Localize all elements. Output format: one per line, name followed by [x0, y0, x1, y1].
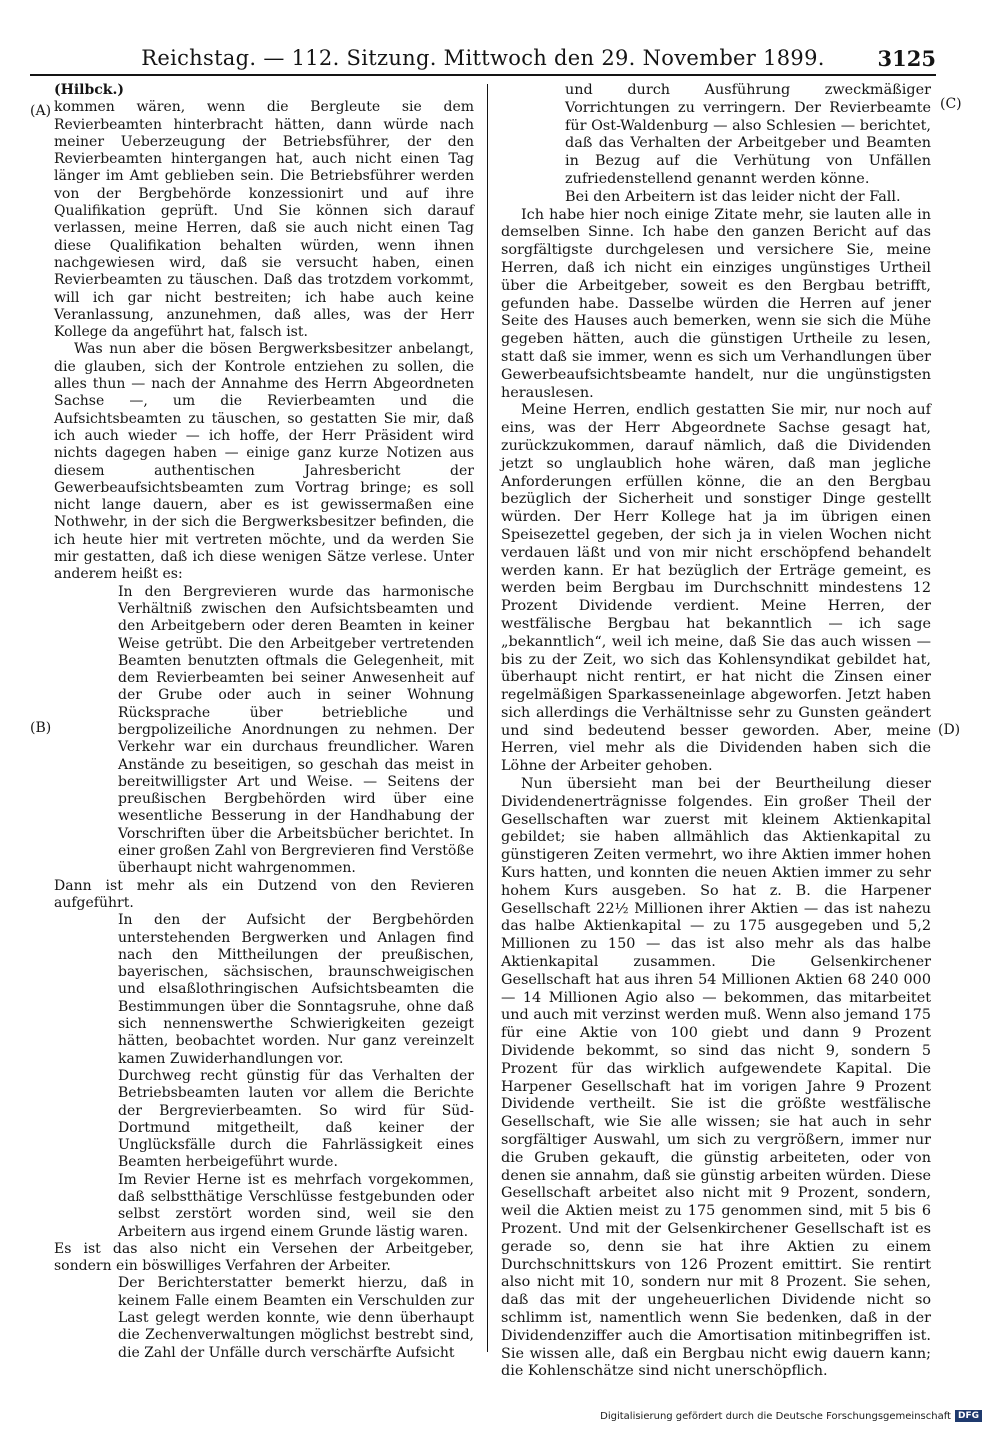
left-column [54, 82, 474, 1362]
paragraph: Es ist das also nicht ein Versehen der Arbeitgeber, sondern ein böswilliges Verfahren der Arbeiter. [54, 1240, 474, 1275]
paragraph: Was nun aber die bösen Bergwerksbesitzer anbelangt, die glauben, sich der Kontrole entziehen zu sollen, die alles thun — nach der Annahme des Herrn Abgeordneten Sachse —, um die Revierbeamten und die Aufsichtsbeamten zu täuschen, so gestatten Sie mir, daß ich auch wieder — ich hoffe, der Herr Präsident wird nichts dagegen haben — einige ganz kurze Notizen aus diesem authentischen Jahresbericht der Gewerbeaufsichtsbeamten zum Vortrag bringe; es soll nicht lange dauern, aber es ist gewissermaßen eine Nothwehr, in der sich die Bergwerksbesitzer befinden, die ich heute hier mit vertreten möchte, und da werden Sie mir gestatten, daß ich diese wenigen Sätze verlese. Unter anderem heißt es: [54, 341, 474, 583]
margin-marker-d: (D) [938, 722, 961, 738]
dfg-logo: DFG [955, 1410, 982, 1422]
quoted-paragraph: Im Revier Herne ist es mehrfach vorgekommen, daß selbstthätige Verschlüsse festgebunden oder selbst zerstört worden sind, weil sie den Arbeitern aus irgend einem Grunde lästig waren. [118, 1171, 474, 1240]
header-title: Reichstag. — 112. Sitzung. Mittwoch den 29. November 1899. [141, 46, 825, 70]
credit-text: Digitalisierung gefördert durch die Deutsche Forschungsgemeinschaft [600, 1410, 951, 1422]
right-column [501, 82, 931, 1381]
paragraph: Nun übersieht man bei der Beurtheilung dieser Dividendenerträgnisse folgendes. Ein großer Theil der Gesellschaften war zuerst mit kleinem Aktienkapital gebildet; sie haben allmählich das Aktienkapital zu günstigeren Zeiten vermehrt, wo ihre Aktien immer hohen Kurs hatten, und konnten die neuen Aktien immer zu sehr hohem Kurs ausgeben. So hat z. B. die Harpener Gesellschaft 22½ Millionen ihrer Aktien — das ist nahezu das halbe Aktienkapital — zu 175 ausgegeben und 5,2 Millionen zu 150 — das ist also mehr als das halbe Aktienkapital zusammen. Die Gelsenkirchener Gesellschaft hat aus ihren 54 Millionen Aktien 68 240 000 — 14 Millionen Agio also — bekommen, das mitarbeitet und auch mit verzinst werden muß. Wenn also jemand 175 für eine Aktie von 100 giebt und dann 9 Prozent Dividende bekommt, so sind das nicht 9, sondern 5 Prozent für das wirklich aufgewendete Kapital. Die Harpener Gesellschaft hat im vorigen Jahre 9 Prozent Dividende vertheilt. Sie ist die größte westfälische Gesellschaft, wie Sie alle wissen; sie hat auch in sehr sorgfältiger Auswahl, um sich zu vergrößern, immer nur die Gruben gekauft, die günstig arbeiteten, oder von denen sie annahm, daß sie günstig arbeiten würden. Diese Gesellschaft arbeitet also nicht mit 9 Prozent, sondern, weil die Aktien meist zu 175 genommen sind, mit 5 bis 6 Prozent. Und mit der Gelsenkirchener Gesellschaft ist es gerade so, denn sie hat ihre Aktien zu einem Durchschnittskurs von 126 Prozent emittirt. Sie rentirt also nicht mit 10, sondern nur mit 8 Prozent. Sie sehen, daß das mit der ungeheuerlichen Dividende nicht so schlimm ist, namentlich wenn Sie bedenken, daß in der Dividendenziffer auch die Amortisation mitinbegriffen ist. Sie wissen alle, daß ein Bergbau nicht ewig dauern kann; die Kohlenschätze sind nicht unerschöpflich. [501, 776, 931, 1380]
quoted-paragraph: Durchweg recht günstig für das Verhalten der Betriebsbeamten lauten vor allem die Berichte der Bergrevierbeamten. So wird für Süd-Dortmund mitgetheilt, daß keiner der Unglücksfälle durch die Fahrlässigkeit eines Beamten herbeigeführt wurde. [118, 1067, 474, 1171]
margin-marker-c: (C) [940, 96, 962, 112]
column-divider [487, 84, 488, 1352]
page-header [30, 44, 936, 76]
paragraph: Ich habe hier noch einige Zitate mehr, sie lauten alle in demselben Sinne. Ich habe den ganzen Bericht auf das sorgfältigste durchgelesen und versichere Sie, meine Herren, daß ich nicht ein einziges ungünstiges Urtheil über die Arbeitgeber, soweit es den Bergbau betrifft, gefunden habe. Dasselbe würden die Herren auf jener Seite des Hauses auch bemerken, wenn sie sich die Mühe gegeben hätten, auch die günstigen Urtheile zu lesen, statt daß sie immer, wenn es sich um Verhandlungen über Gewerbeaufsichtsbeamte handelt, nur die ungünstigsten herauslesen. [501, 206, 931, 401]
paragraph: Meine Herren, endlich gestatten Sie mir, nur noch auf eins, was der Herr Abgeordnete Sachse gesagt hat, zurückzukommen, darauf nämlich, daß die Dividenden jetzt so unglaublich hohe wären, daß man jegliche Anforderungen erfüllen könne, die an den Bergbau bezüglich der Sicherheit und sonstiger Dinge gestellt würden. Der Herr Kollege hat ja im übrigen einen Speisezettel gegeben, der sich ja in vielen Wochen nicht verdauen läßt und von mir nicht erschöpfend behandelt werden kann. Er hat bezüglich der Erträge gemeint, es werden beim Bergbau im Durchschnitt mindestens 12 Prozent Dividende verdient. Meine Herren, der westfälische Bergbau hat bekanntlich — ich sage „bekanntlich“, weil ich meine, daß Sie das auch wissen — bis zu der Zeit, wo sich das Kohlensyndikat gebildet hat, überhaupt nicht rentirt, er hat nicht die Zinsen einer regelmäßigen Sparkasseneinlage abgeworfen. Jetzt haben sich allerdings die Verhältnisse sehr zu Gunsten geändert und sind bedeutend besser geworden. Aber, meine Herren, viel mehr als die Dividenden haben sich die Löhne der Arbeiter gehoben. [501, 402, 931, 775]
page-number: 3125 [877, 46, 936, 71]
quoted-paragraph: und durch Ausführung zweckmäßiger Vorrichtungen zu verringern. Der Revierbeamte für Ost-Waldenburg — also Schlesien — berichtet, daß das Verhalten der Arbeitgeber und Beamten in Bezug auf die Verhütung von Unfällen zufriedenstellend genannt werden könne. [565, 82, 931, 187]
margin-marker-a: (A) [30, 103, 52, 119]
paragraph: Dann ist mehr als ein Dutzend von den Revieren aufgeführt. [54, 877, 474, 911]
digitization-credit [600, 1410, 982, 1422]
speaker-label: (Hilbck.) [54, 82, 124, 98]
paragraph: kommen wären, wenn die Bergleute sie dem Revierbeamten hinterbracht hätten, dann würde nach meiner Ueberzeugung der Betriebsführer, der den Revierbeamten hintergangen hat, auch nicht einen Tag länger im Amt geblieben sein. Die Betriebsführer werden von der Bergbehörde konzessionirt und auf ihre Qualifikation geprüft. Und Sie können sich darauf verlassen, meine Herren, daß sie auch nicht einen Tag diese Qualifikation behalten würden, wenn ihnen nachgewiesen wird, daß sie versucht haben, einen Revierbeamten zu täuschen. Daß das trotzdem vorkommt, will ich gar nicht bestreiten; ich habe auch keine Veranlassung, anzunehmen, daß alles, was der Herr Kollege da angeführt hat, falsch ist. [54, 99, 474, 341]
quoted-paragraph: Bei den Arbeitern ist das leider nicht der Fall. [565, 188, 901, 205]
margin-marker-b: (B) [30, 720, 52, 736]
quoted-paragraph: In den der Aufsicht der Bergbehörden unterstehenden Bergwerken und Anlagen find nach den Mittheilungen der preußischen, bayerischen, sächsischen, braunschweigischen und elsaßlothringischen Aufsichtsbeamten die Bestimmungen über die Sonntagsruhe, ohne daß sich nennenswerthe Schwierigkeiten gezeigt hätten, beobachtet worden. Nur ganz vereinzelt kamen Zuwiderhandlungen vor. [118, 912, 474, 1067]
quoted-paragraph: In den Bergrevieren wurde das harmonische Verhältniß zwischen den Aufsichtsbeamten und den Arbeitgebern oder deren Beamten in keiner Weise getrübt. Die den Arbeitgeber vertretenden Beamten benutzten oftmals die Gelegenheit, mit dem Revierbeamten bei seiner Anwesenheit auf der Grube oder auch in seiner Wohnung Rücksprache über betriebliche und bergpolizeiliche Anordnungen zu nehmen. Der Verkehr war ein durchaus freundlicher. Waren Anstände zu beseitigen, so geschah das meist in bereitwilligster Art und Weise. — Seitens der preußischen Bergbehörden wird über eine wesentliche Besserung in der Handhabung der Vorschriften über die Arbeitsbücher berichtet. In einer großen Zahl von Bergrevieren find Verstöße überhaupt nicht wahrgenommen. [118, 583, 474, 877]
quoted-paragraph: Der Berichterstatter bemerkt hierzu, daß in keinem Falle einem Beamten ein Verschulden zur Last gelegt werden konnte, wie denn überhaupt die Zechenverwaltungen möglichst bestrebt sind, die Zahl der Unfälle durch verschärfte Aufsicht [118, 1275, 474, 1361]
